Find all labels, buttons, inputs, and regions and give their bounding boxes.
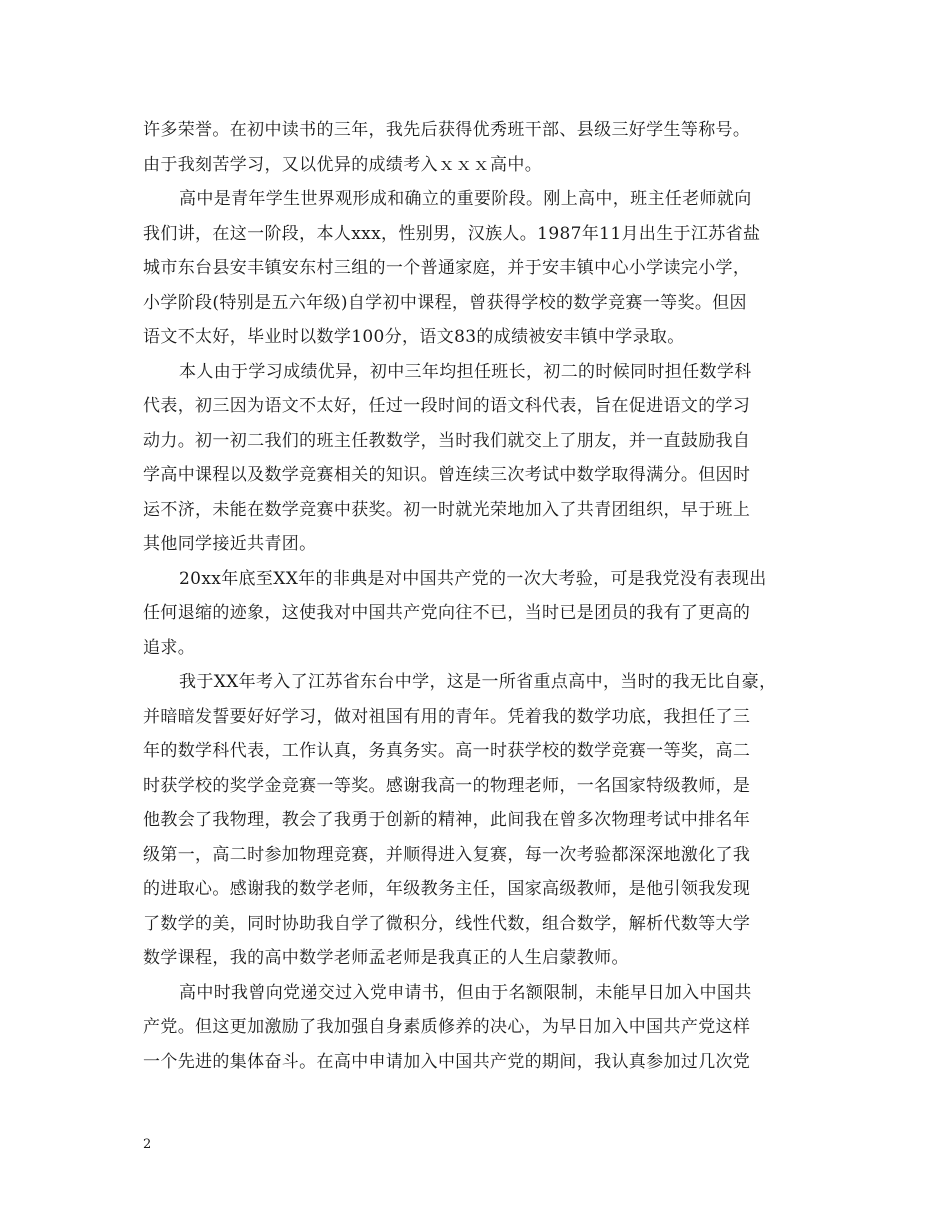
body-line: 任何退缩的迹象，这使我对中国共产党向往不已，当时已是团员的我有了更高的: [143, 603, 751, 623]
body-line: 了数学的美，同时协助我自学了微积分，线性代数，组合数学，解析代数等大学: [143, 913, 751, 934]
body-line: 级第一，高二时参加物理竞赛，并顺得进入复赛，每一次考验都深深地激化了我: [143, 844, 751, 865]
body-line: 其他同学接近共青团。: [143, 534, 317, 554]
body-line: 动力。初一初二我们的班主任教数学，当时我们就交上了朋友，并一直鼓励我自: [143, 430, 751, 451]
body-line: 本人由于学习成绩优异，初中三年均担任班长，初二的时候同时担任数学科: [179, 361, 752, 382]
body-line: 并暗暗发誓要好好学习，做对祖国有用的青年。凭着我的数学功底，我担任了三: [143, 706, 751, 727]
page-number: 2: [143, 1137, 152, 1152]
body-line: 他教会了我物理，教会了我勇于创新的精神，此间我在曾多次物理考试中排名年: [143, 810, 751, 830]
body-line: 高中时我曾向党递交过入党申请书，但由于名额限制，未能早日加入中国共: [179, 982, 752, 1003]
body-line: 20xx年底至XX年的非典是对中国共产党的一次大考验，可是我党没有表现出: [179, 568, 767, 589]
body-line: 数学课程，我的高中数学老师孟老师是我真正的人生启蒙教师。: [143, 948, 629, 968]
body-line: 由于我刻苦学习，又以优异的成绩考入ｘｘｘ高中。: [143, 154, 543, 175]
body-line: 许多荣誉。在初中读书的三年，我先后获得优秀班干部、县级三好学生等称号。: [143, 120, 751, 140]
body-line: 的进取心。感谢我的数学老师，年级教务主任，国家高级教师，是他引领我发现: [143, 879, 751, 899]
document-body: [143, 113, 813, 1079]
body-line: 城市东台县安丰镇安东村三组的一个普通家庭，并于安丰镇中心小学读完小学，: [143, 258, 751, 278]
body-line: 我于XX年考入了江苏省东台中学，这是一所省重点高中，当时的我无比自豪，: [179, 672, 777, 692]
body-line: 学高中课程以及数学竞赛相关的知识。曾连续三次考试中数学取得满分。但因时: [143, 465, 751, 485]
body-line: 我们讲，在这一阶段，本人xxx，性别男，汉族人。1987年11月出生于江苏省盐: [143, 223, 761, 244]
body-line: 小学阶段(特别是五六年级)自学初中课程，曾获得学校的数学竞赛一等奖。但因: [143, 292, 747, 313]
body-line: 追求。: [143, 637, 196, 658]
body-line: 年的数学科代表，工作认真，务真务实。高一时获学校的数学竞赛一等奖，高二: [143, 741, 751, 761]
body-line: 运不济，未能在数学竞赛中获奖。初一时就光荣地加入了共青团组织，早于班上: [143, 499, 751, 520]
body-line: 高中是青年学生世界观形成和确立的重要阶段。刚上高中，班主任老师就向: [179, 189, 752, 209]
body-line: 代表，初三因为语文不太好，任过一段时间的语文科代表，旨在促进语文的学习: [143, 396, 751, 416]
body-line: 一个先进的集体奋斗。在高中申请加入中国共产党的期间，我认真参加过几次党: [143, 1051, 751, 1072]
body-line: 语文不太好，毕业时以数学100分，语文83的成绩被安丰镇中学录取。: [143, 327, 685, 347]
body-line: 时获学校的奖学金竞赛一等奖。感谢我高一的物理老师，一名国家特级教师，是: [143, 775, 751, 796]
body-line: 产党。但这更加激励了我加强自身素质修养的决心，为早日加入中国共产党这样: [143, 1017, 751, 1037]
